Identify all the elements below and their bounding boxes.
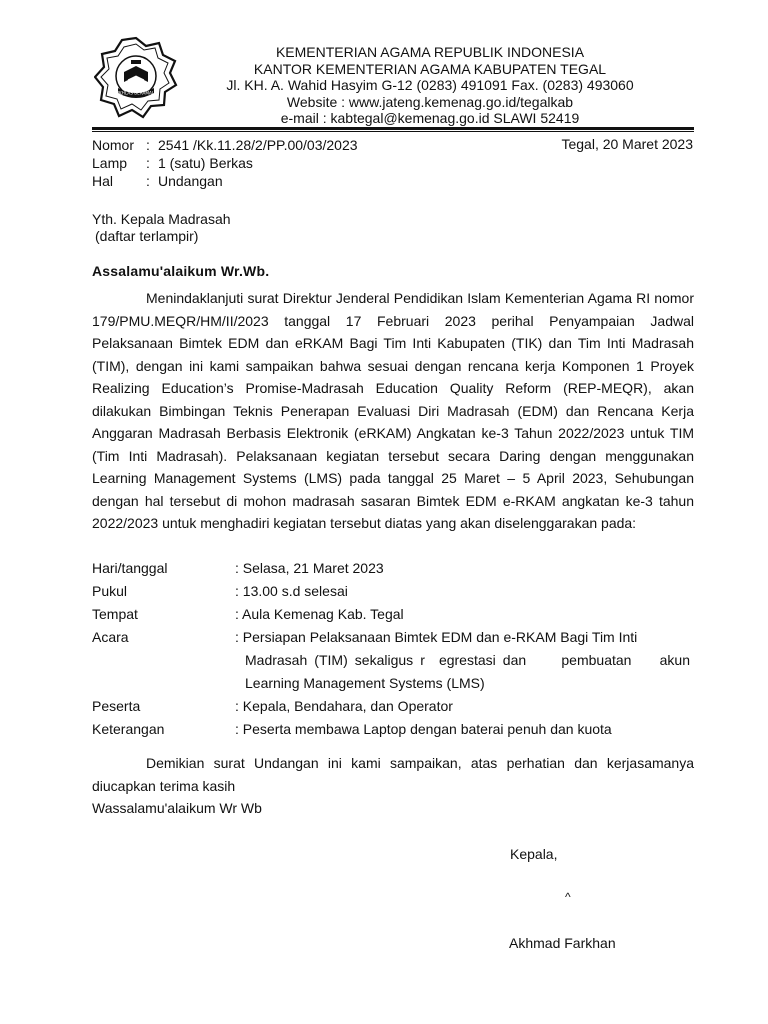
- kemenag-logo: [94, 36, 178, 120]
- acara-label: Acara: [92, 629, 129, 645]
- signature-mark: ^: [565, 890, 571, 904]
- peserta-value: : Kepala, Bendahara, dan Operator: [235, 698, 453, 714]
- letter-meta: [92, 136, 358, 190]
- detail-hari: [92, 557, 694, 580]
- letterhead-address: Jl. KH. A. Wahid Hasyim G-12 (0283) 491091 Fax. (0283) 493060: [226, 77, 634, 93]
- peserta-label: Peserta: [92, 698, 141, 714]
- recipient-line-2: (daftar terlampir): [95, 228, 199, 244]
- meta-hal: [92, 172, 358, 190]
- hal-label: Hal: [92, 173, 114, 189]
- tempat-label: Tempat: [92, 606, 138, 622]
- meta-lamp: [92, 154, 358, 172]
- event-details: [92, 557, 694, 741]
- detail-acara: [92, 626, 694, 695]
- tempat-value: : Aula Kemenag Kab. Tegal: [235, 606, 404, 622]
- recipient-line-1: Yth. Kepala Madrasah: [92, 211, 231, 227]
- signatory-name: Akhmad Farkhan: [509, 935, 616, 951]
- acara-value: [235, 626, 694, 695]
- lamp-separator: :: [146, 155, 150, 171]
- detail-pukul: [92, 580, 694, 603]
- lamp-value: 1 (satu) Berkas: [158, 155, 253, 171]
- body-paragraph: Menindaklanjuti surat Direktur Jenderal Pendidikan Islam Kementerian Agama RI nomor 179/PMU.MEQR/HM/II/2023 tanggal 17 Februari 2023 perihal Penyampaian Jadwal Pelaksanaan Bimtek EDM dan eRKAM Bagi Tim Inti Kabupaten (TIK) dan Tim Inti Madrasah (TIM), dengan ini kami sampaikan bahwa sesuai dengan rencana kerja Komponen 1 Proyek Realizing Education’s Promise-Madrasah Education Quality Reform (REP-MEQR), akan dilakukan Bimbingan Teknis Penerapan Evaluasi Diri Madrasah (EDM) dan Rencana Kerja Anggaran Madrasah Berbasis Elektronik (eRKAM) Angkatan ke-3 Tahun 2022/2023 untuk TIM (Tim Inti Madrasah). Pelaksanaan kegiatan tersebut secara Daring dengan menggunakan Learning Management Systems (LMS) pada tanggal 25 Maret – 5 April 2023, Sehubungan dengan hal tersebut di mohon madrasah sasaran Bimtek EDM e-RKAM angkatan ke-3 tahun 2022/2023 untuk menghadiri kegiatan tersebut diatas yang akan diselenggarakan pada:: [92, 290, 694, 531]
- hari-value: : Selasa, 21 Maret 2023: [235, 560, 384, 576]
- letter-date: Tegal, 20 Maret 2023: [561, 136, 693, 152]
- lamp-label: Lamp: [92, 155, 128, 171]
- greeting: Assalamu'alaikum Wr.Wb.: [92, 263, 270, 279]
- acara-line-1: : Persiapan Pelaksanaan Bimtek EDM dan e-RKAM Bagi Tim Inti: [235, 629, 638, 645]
- hal-value: Undangan: [158, 173, 223, 189]
- header-divider-thick: [92, 127, 694, 130]
- pukul-label: Pukul: [92, 583, 128, 599]
- nomor-label: Nomor: [92, 137, 135, 153]
- keterangan-label: Keterangan: [92, 721, 165, 737]
- keterangan-value: : Peserta membawa Laptop dengan baterai penuh dan kuota: [235, 721, 612, 737]
- detail-tempat: [92, 603, 694, 626]
- pukul-value: : 13.00 s.d selesai: [235, 583, 348, 599]
- meta-nomor: [92, 136, 358, 154]
- closing-salutation: Wassalamu'alaikum Wr Wb: [92, 800, 262, 816]
- hari-label: Hari/tanggal: [92, 560, 168, 576]
- header-divider-thin: [92, 131, 694, 132]
- closing-paragraph: Demikian surat Undangan ini kami sampaikan, atas perhatian dan kerjasamanya diucapkan terima kasih: [92, 755, 694, 794]
- nomor-value: 2541 /Kk.11.28/2/PP.00/03/2023: [158, 137, 358, 153]
- letterhead-website: Website : www.jateng.kemenag.go.id/tegalkab: [286, 93, 574, 110]
- logo-motto: IKHLAS BERAMAL: [117, 90, 155, 96]
- letterhead: [190, 44, 670, 127]
- nomor-separator: :: [146, 137, 150, 153]
- hal-separator: :: [146, 173, 150, 189]
- letterhead-line-1: KEMENTERIAN AGAMA REPUBLIK INDONESIA: [275, 44, 585, 60]
- detail-keterangan: [92, 718, 694, 741]
- signatory-title: Kepala,: [510, 846, 558, 862]
- detail-peserta: [92, 695, 694, 718]
- letterhead-email: e-mail : kabtegal@kemenag.go.id SLAWI 52419: [280, 110, 580, 126]
- recipient: [92, 211, 231, 245]
- letterhead-line-2: KANTOR KEMENTERIAN AGAMA KABUPATEN TEGAL: [253, 60, 607, 77]
- acara-line-3: Learning Management Systems (LMS): [245, 675, 485, 691]
- acara-line-2: Madrasah (TIM) sekaligus r egrestasi dan pembuatan akun: [245, 652, 690, 668]
